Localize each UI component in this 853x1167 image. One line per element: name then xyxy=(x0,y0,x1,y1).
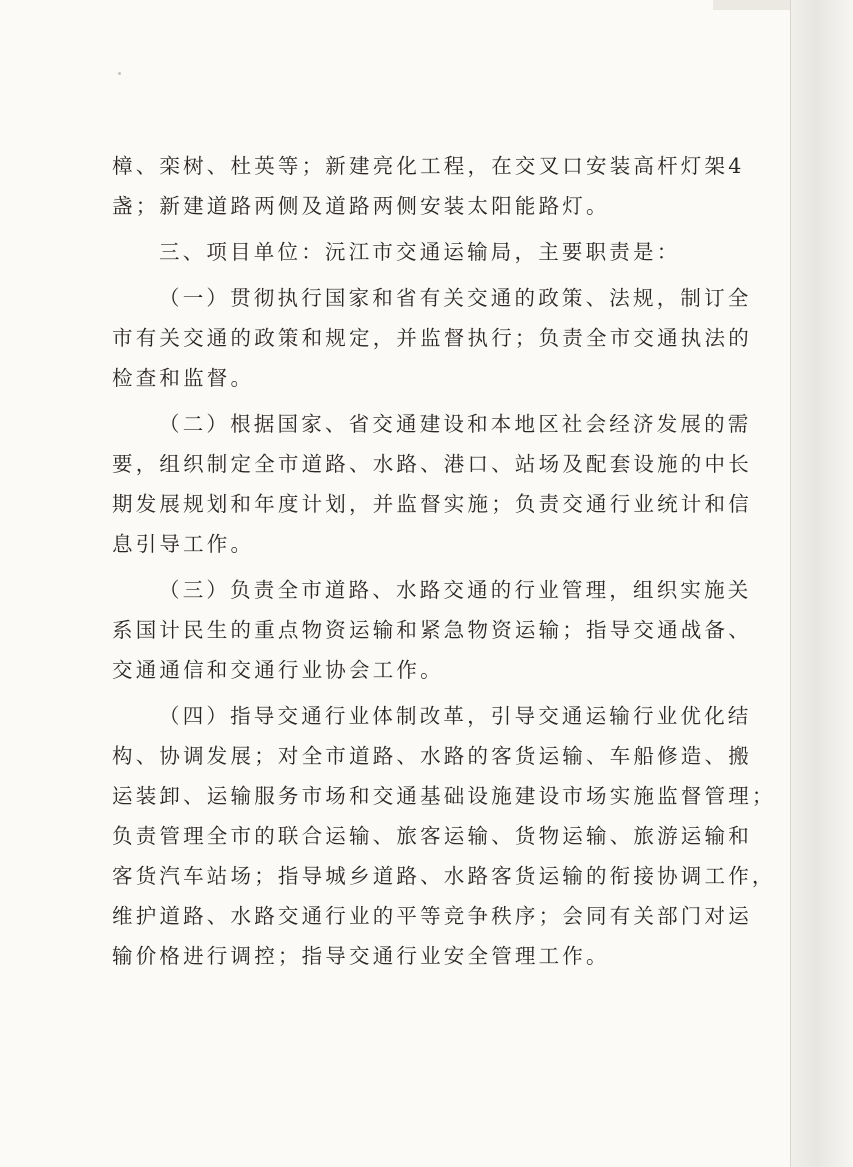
item-line: 构、协调发展；对全市道路、水路的客货运输、车船修造、搬 xyxy=(112,744,752,768)
item-line: 输价格进行调控；指导交通行业安全管理工作。 xyxy=(112,944,610,968)
item-line: （三）负责全市道路、水路交通的行业管理，组织实施关 xyxy=(159,578,752,602)
item-line: （四）指导交通行业体制改革，引导交通运输行业优化结 xyxy=(159,704,752,728)
item-line: 运装卸、运输服务市场和交通基础设施建设市场实施监督管理； xyxy=(112,784,776,808)
item-line: 负责管理全市的联合运输、旅客运输、货物运输、旅游运输和 xyxy=(112,824,752,848)
item-line: 检查和监督。 xyxy=(112,366,255,390)
scan-speck xyxy=(118,72,121,75)
item-line: 息引导工作。 xyxy=(112,532,255,556)
section-heading: 三、项目单位：沅江市交通运输局，主要职责是： xyxy=(159,240,681,264)
item-line: （一）贯彻执行国家和省有关交通的政策、法规，制订全 xyxy=(159,286,752,310)
item-line: 期发展规划和年度计划，并监督实施；负责交通行业统计和信 xyxy=(112,492,752,516)
body-line: 盏；新建道路两侧及道路两侧安装太阳能路灯。 xyxy=(112,194,610,218)
scan-right-edge xyxy=(790,0,853,1167)
document-body xyxy=(112,146,776,976)
item-line: （二）根据国家、省交通建设和本地区社会经济发展的需 xyxy=(159,412,752,436)
item-line: 市有关交通的政策和规定，并监督执行；负责全市交通执法的 xyxy=(112,326,752,350)
item-line: 要，组织制定全市道路、水路、港口、站场及配套设施的中长 xyxy=(112,452,752,476)
item-line: 客货汽车站场；指导城乡道路、水路客货运输的衔接协调工作， xyxy=(112,864,776,888)
item-line: 维护道路、水路交通行业的平等竞争秩序；会同有关部门对运 xyxy=(112,904,752,928)
item-line: 交通通信和交通行业协会工作。 xyxy=(112,658,444,682)
item-line: 系国计民生的重点物资运输和紧急物资运输；指导交通战备、 xyxy=(112,618,752,642)
body-line: 樟、栾树、杜英等；新建亮化工程，在交叉口安装高杆灯架4 xyxy=(112,154,745,178)
